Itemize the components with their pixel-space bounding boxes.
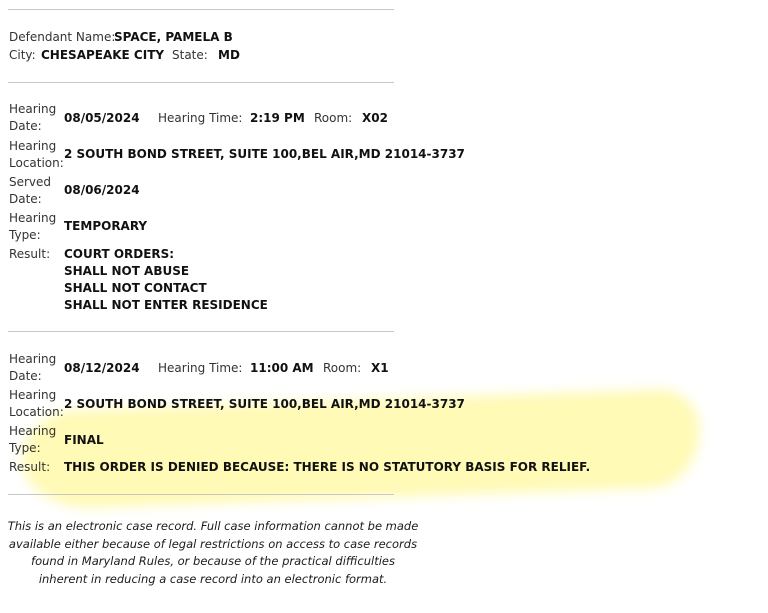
divider-top (8, 9, 394, 10)
disclaimer-note (4, 518, 422, 588)
disclaimer-line: found in Maryland Rules, or because of the practical difficulties (31, 554, 395, 568)
city-value: CHESAPEAKE CITY (41, 48, 165, 62)
hearing-date-label-2: Date: (9, 119, 42, 133)
room-value: X1 (371, 361, 389, 375)
hearing-type: TEMPORARY (64, 219, 148, 233)
hearing-date: 08/12/2024 (64, 361, 140, 375)
defendant-name: SPACE, PAMELA B (114, 30, 233, 44)
result-line: SHALL NOT ABUSE (64, 264, 190, 278)
hearing-type-label: Hearing (9, 211, 57, 225)
hearing-date-label-2: Date: (9, 369, 42, 383)
room-value: X02 (362, 111, 388, 125)
served-date-label-2: Date: (9, 192, 42, 206)
hearing-date-label: Hearing (9, 102, 57, 116)
result-text: THIS ORDER IS DENIED BECAUSE: THERE IS NO STATUTORY BASIS FOR RELIEF. (64, 460, 591, 474)
hearing-time: 11:00 AM (250, 361, 314, 375)
served-date: 08/06/2024 (64, 183, 140, 197)
hearing-location: 2 SOUTH BOND STREET, SUITE 100,BEL AIR,MD 21014-3737 (64, 147, 465, 161)
hearing-type: FINAL (64, 433, 104, 447)
result-line: SHALL NOT CONTACT (64, 281, 207, 295)
hearing-location-label-2: Location: (9, 405, 64, 419)
defendant-name-label: Defendant Name: (9, 30, 116, 44)
hearing-date: 08/05/2024 (64, 111, 140, 125)
disclaimer-line: inherent in reducing a case record into an electronic format. (38, 571, 388, 586)
room-label: Room: (323, 361, 362, 375)
city-label: City: (9, 48, 36, 62)
hearing-time-label: Hearing Time: (158, 111, 243, 125)
served-date-label: Served (9, 175, 52, 189)
hearing-location-label-2: Location: (9, 156, 64, 170)
hearing-time: 2:19 PM (250, 111, 305, 125)
result-line: SHALL NOT ENTER RESIDENCE (64, 298, 268, 312)
state-value: MD (218, 48, 240, 62)
divider-after-hearing-1 (8, 331, 394, 332)
hearing-location-label: Hearing (9, 139, 57, 153)
hearing-location: 2 SOUTH BOND STREET, SUITE 100,BEL AIR,MD 21014-3737 (64, 397, 465, 411)
hearing-type-label-2: Type: (9, 441, 41, 455)
result-label: Result: (9, 460, 51, 474)
room-label: Room: (314, 111, 353, 125)
result-line: COURT ORDERS: (64, 247, 175, 261)
hearing-date-label: Hearing (9, 352, 57, 366)
state-label: State: (172, 48, 208, 62)
disclaimer-line: This is an electronic case record. Full case information cannot be made (7, 519, 419, 533)
hearing-time-label: Hearing Time: (158, 361, 243, 375)
disclaimer-line: available either because of legal restrictions on access to case records (8, 536, 418, 551)
divider-after-hearing-2 (8, 494, 394, 495)
hearing-type-label: Hearing (9, 424, 57, 438)
result-label: Result: (9, 247, 51, 261)
hearing-location-label: Hearing (9, 388, 57, 402)
hearing-type-label-2: Type: (9, 228, 41, 242)
divider-after-defendant (8, 82, 394, 83)
